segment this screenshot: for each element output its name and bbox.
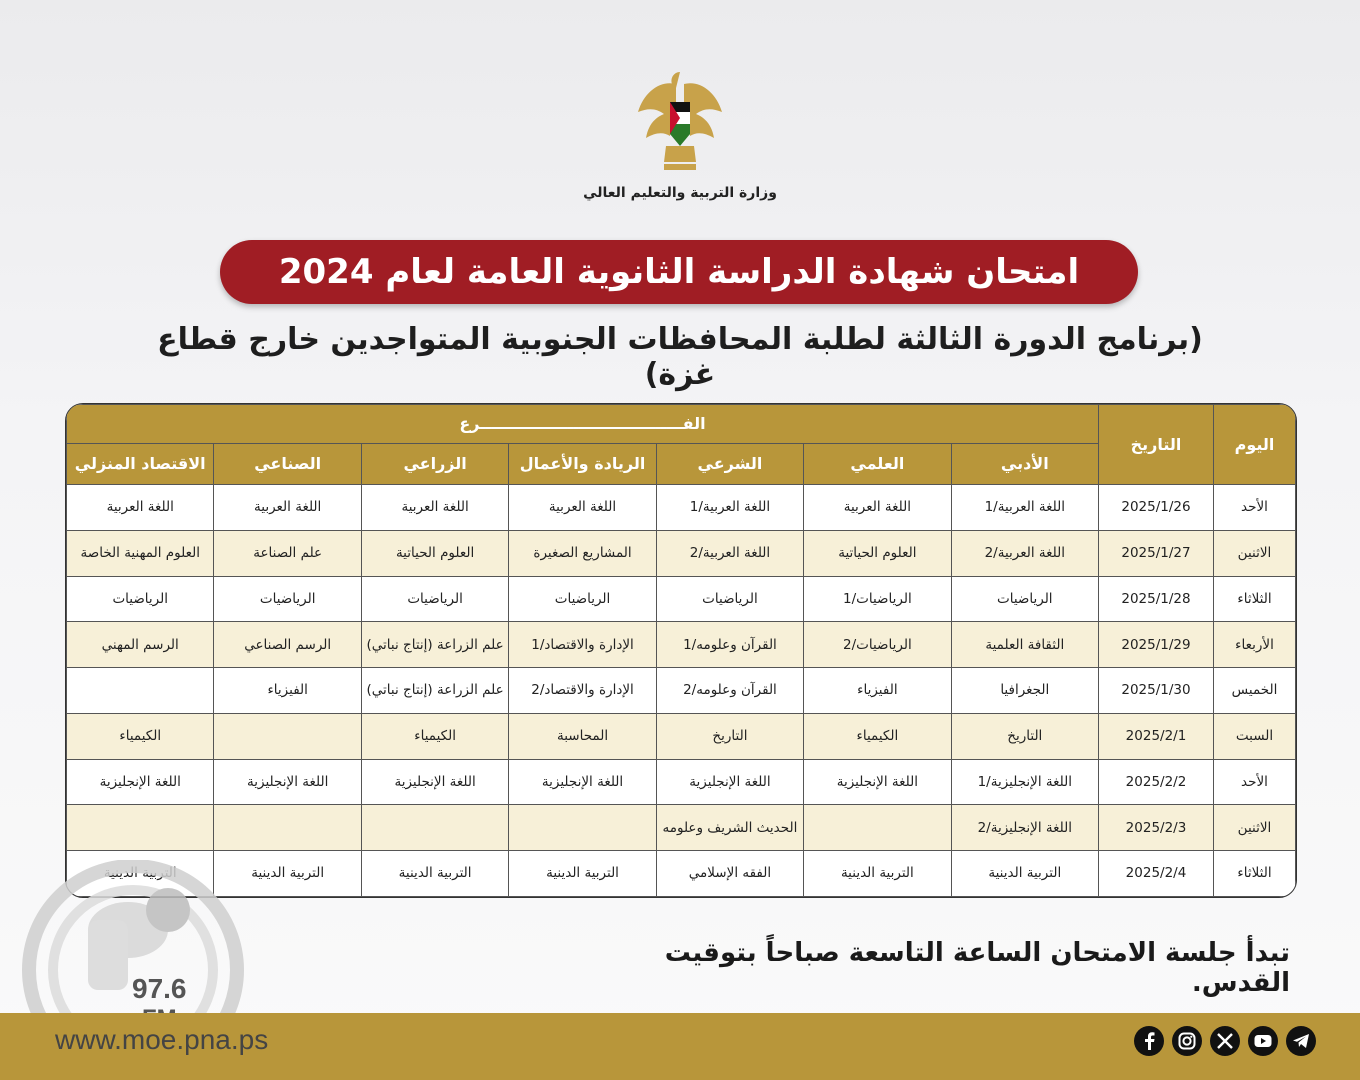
page-title [220,240,1138,304]
cell-industrial: التربية الدينية [214,851,361,897]
cell-industrial: اللغة العربية [214,485,361,531]
cell-literary: الرياضيات [951,576,1098,622]
cell-day: السبت [1214,713,1296,759]
cell-home-economics: الرياضيات [67,576,214,622]
cell-industrial: الرسم الصناعي [214,622,361,668]
cell-date: 2025/1/26 [1099,485,1214,531]
cell-sharia: القرآن وعلومه/2 [656,668,803,714]
cell-literary: اللغة الإنجليزية/2 [951,805,1098,851]
cell-entrepreneurship: المشاريع الصغيرة [509,530,656,576]
cell-home-economics: الكيمياء [67,713,214,759]
cell-literary: الثقافة العلمية [951,622,1098,668]
header-branch-home-economics: الاقتصاد المنزلي [67,444,214,485]
cell-date: 2025/2/2 [1099,759,1214,805]
cell-date: 2025/2/3 [1099,805,1214,851]
cell-entrepreneurship: المحاسبة [509,713,656,759]
cell-date: 2025/1/30 [1099,668,1214,714]
cell-literary: اللغة العربية/1 [951,485,1098,531]
cell-home-economics: اللغة الإنجليزية [67,759,214,805]
cell-industrial [214,805,361,851]
schedule-table [66,404,1296,897]
radio-frequency: 97.6 [132,973,187,1004]
cell-industrial [214,713,361,759]
table-row [67,851,1296,897]
cell-sharia: اللغة الإنجليزية [656,759,803,805]
cell-agricultural: العلوم الحياتية [361,530,508,576]
header-branch-scientific: العلمي [804,444,951,485]
cell-home-economics: العلوم المهنية الخاصة [67,530,214,576]
cell-home-economics: التربية الدينية [67,851,214,897]
header-date: التاريخ [1099,405,1214,485]
cell-entrepreneurship: التربية الدينية [509,851,656,897]
youtube-icon[interactable] [1248,1026,1278,1056]
cell-scientific: الرياضيات/2 [804,622,951,668]
cell-home-economics: اللغة العربية [67,485,214,531]
table-row [67,576,1296,622]
cell-literary: الجغرافيا [951,668,1098,714]
cell-literary: التاريخ [951,713,1098,759]
cell-day: الثلاثاء [1214,851,1296,897]
website-link[interactable]: www.moe.pna.ps [55,1024,269,1055]
cell-agricultural: التربية الدينية [361,851,508,897]
cell-agricultural: اللغة الإنجليزية [361,759,508,805]
header-branch: الفـــــــــــــــــــــــــــــــــــــرع [67,405,1099,444]
cell-sharia: الحديث الشريف وعلومه [656,805,803,851]
cell-scientific: الرياضيات/1 [804,576,951,622]
cell-entrepreneurship [509,805,656,851]
cell-day: الأربعاء [1214,622,1296,668]
cell-agricultural: علم الزراعة (إنتاج نباتي) [361,668,508,714]
exam-schedule-table [65,403,1297,898]
cell-home-economics: الرسم المهني [67,622,214,668]
cell-home-economics [67,805,214,851]
cell-scientific: الفيزياء [804,668,951,714]
header-branch-sharia: الشرعي [656,444,803,485]
cell-sharia: التاريخ [656,713,803,759]
cell-day: الاثنين [1214,530,1296,576]
page-title-text: امتحان شهادة الدراسة الثانوية العامة لعام 2024 [278,252,1080,292]
cell-sharia: القرآن وعلومه/1 [656,622,803,668]
cell-scientific: التربية الدينية [804,851,951,897]
cell-sharia: الرياضيات [656,576,803,622]
cell-date: 2025/2/4 [1099,851,1214,897]
cell-entrepreneurship: الإدارة والاقتصاد/2 [509,668,656,714]
cell-entrepreneurship: اللغة الإنجليزية [509,759,656,805]
table-row [67,485,1296,531]
header-day: اليوم [1214,405,1296,485]
palestine-eagle-emblem [630,62,730,182]
cell-day: الخميس [1214,668,1296,714]
cell-day: الأحد [1214,485,1296,531]
telegram-icon[interactable] [1286,1026,1316,1056]
header-branch-entrepreneurship: الريادة والأعمال [509,444,656,485]
table-row [67,530,1296,576]
table-row [67,622,1296,668]
cell-literary: التربية الدينية [951,851,1098,897]
cell-agricultural: علم الزراعة (إنتاج نباتي) [361,622,508,668]
table-row [67,668,1296,714]
cell-date: 2025/1/29 [1099,622,1214,668]
exam-time-note: تبدأ جلسة الامتحان الساعة التاسعة صباحاً بتوقيت القدس. [664,938,1290,998]
cell-entrepreneurship: اللغة العربية [509,485,656,531]
cell-literary: اللغة العربية/2 [951,530,1098,576]
cell-industrial: علم الصناعة [214,530,361,576]
cell-scientific: اللغة الإنجليزية [804,759,951,805]
cell-date: 2025/1/27 [1099,530,1214,576]
cell-industrial: الفيزياء [214,668,361,714]
cell-scientific [804,805,951,851]
cell-sharia: اللغة العربية/2 [656,530,803,576]
cell-industrial: الرياضيات [214,576,361,622]
cell-industrial: اللغة الإنجليزية [214,759,361,805]
cell-entrepreneurship: الإدارة والاقتصاد/1 [509,622,656,668]
cell-scientific: الكيمياء [804,713,951,759]
cell-sharia: الفقه الإسلامي [656,851,803,897]
header-branch-industrial: الصناعي [214,444,361,485]
cell-literary: اللغة الإنجليزية/1 [951,759,1098,805]
cell-day: الثلاثاء [1214,576,1296,622]
social-icons [1134,1026,1316,1056]
cell-agricultural: الكيمياء [361,713,508,759]
cell-agricultural: الرياضيات [361,576,508,622]
table-row [67,805,1296,851]
cell-date: 2025/1/28 [1099,576,1214,622]
cell-sharia: اللغة العربية/1 [656,485,803,531]
header-branch-literary: الأدبي [951,444,1098,485]
cell-scientific: اللغة العربية [804,485,951,531]
cell-entrepreneurship: الرياضيات [509,576,656,622]
table-row [67,713,1296,759]
ministry-name: وزارة التربية والتعليم العالي [583,185,777,201]
cell-agricultural [361,805,508,851]
x-icon[interactable] [1210,1026,1240,1056]
page-subtitle: (برنامج الدورة الثالثة لطلبة المحافظات الجنوبية المتواجدين خارج قطاع غزة) [157,322,1203,392]
cell-home-economics [67,668,214,714]
cell-date: 2025/2/1 [1099,713,1214,759]
cell-scientific: العلوم الحياتية [804,530,951,576]
instagram-icon[interactable] [1172,1026,1202,1056]
cell-agricultural: اللغة العربية [361,485,508,531]
table-row [67,759,1296,805]
facebook-icon[interactable] [1134,1026,1164,1056]
header-branch-agricultural: الزراعي [361,444,508,485]
cell-day: الأحد [1214,759,1296,805]
cell-day: الاثنين [1214,805,1296,851]
